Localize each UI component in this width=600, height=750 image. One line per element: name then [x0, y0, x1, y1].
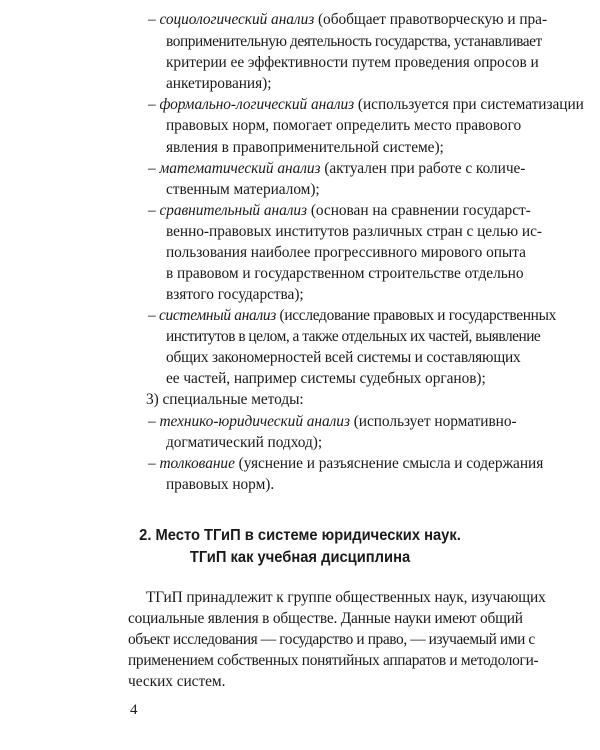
- list-item-line: в правовом и государственном строительстве отдельно: [166, 265, 524, 282]
- list-item-line: правовых норм).: [166, 476, 275, 493]
- list-item-comparative: – сравнительный анализ (основан на сравнении государст-: [148, 202, 531, 219]
- list-item-line: явления в правоприменительной системе);: [166, 139, 444, 156]
- list-item-systemic: – системный анализ (исследование правовых и государственных: [148, 307, 557, 324]
- list-item-line: венно-правовых институтов различных стран с целью ис-: [166, 223, 542, 240]
- paragraph-line: ТГиП принадлежит к группе общественных наук, изучающих: [146, 589, 546, 606]
- list-item-mathematical: – математический анализ (актуален при работе с количе-: [148, 160, 526, 177]
- special-methods-heading: 3) специальные методы:: [146, 391, 304, 408]
- list-item-line: критерии ее эффективности путем проведения опросов и: [166, 54, 539, 71]
- list-item-line: догматический подход);: [166, 434, 323, 451]
- list-item-line: ственным материалом);: [166, 181, 320, 198]
- section-subtitle: ТГиП как учебная дисциплина: [189, 549, 411, 566]
- list-item-line: общих закономерностей всей системы и составляющих: [166, 349, 521, 366]
- paragraph-line: социальные явления в обществе. Данные науки имеют общий: [128, 610, 523, 627]
- list-item-line: пользования наиболее прогрессивного мирового опыта: [166, 244, 526, 261]
- list-item-line: правовых норм, помогает определить место правового: [166, 117, 522, 134]
- list-item-sociological: – социологический анализ (обобщает правотворческую и пра-: [148, 11, 548, 28]
- list-item-technical-legal: – технико-юридический анализ (использует нормативно-: [148, 413, 517, 430]
- list-item-line: анкетирования);: [166, 75, 272, 92]
- paragraph-line: объект исследования — государство и право, — изучаемый ими с: [128, 631, 535, 648]
- list-item-line: ее частей, например системы судебных органов);: [166, 370, 486, 387]
- list-item-line: воприменительную деятельность государства, устанавливает: [166, 33, 542, 50]
- paragraph-line: применением собственных понятийных аппаратов и методологи-: [128, 652, 539, 669]
- list-item-line: институтов в целом, а также отдельных их частей, выявление: [166, 328, 541, 345]
- section-title: 2. Место ТГиП в системе юридических наук.: [139, 527, 461, 544]
- list-item-formal-logical: – формально-логический анализ (используется при систематизации: [148, 96, 584, 113]
- paragraph-line: ческих систем.: [128, 673, 226, 690]
- page-number: 4: [130, 702, 138, 718]
- list-item-line: взятого государства);: [166, 286, 304, 303]
- list-item-interpretation: – толкование (уяснение и разъяснение смысла и содержания: [148, 455, 544, 472]
